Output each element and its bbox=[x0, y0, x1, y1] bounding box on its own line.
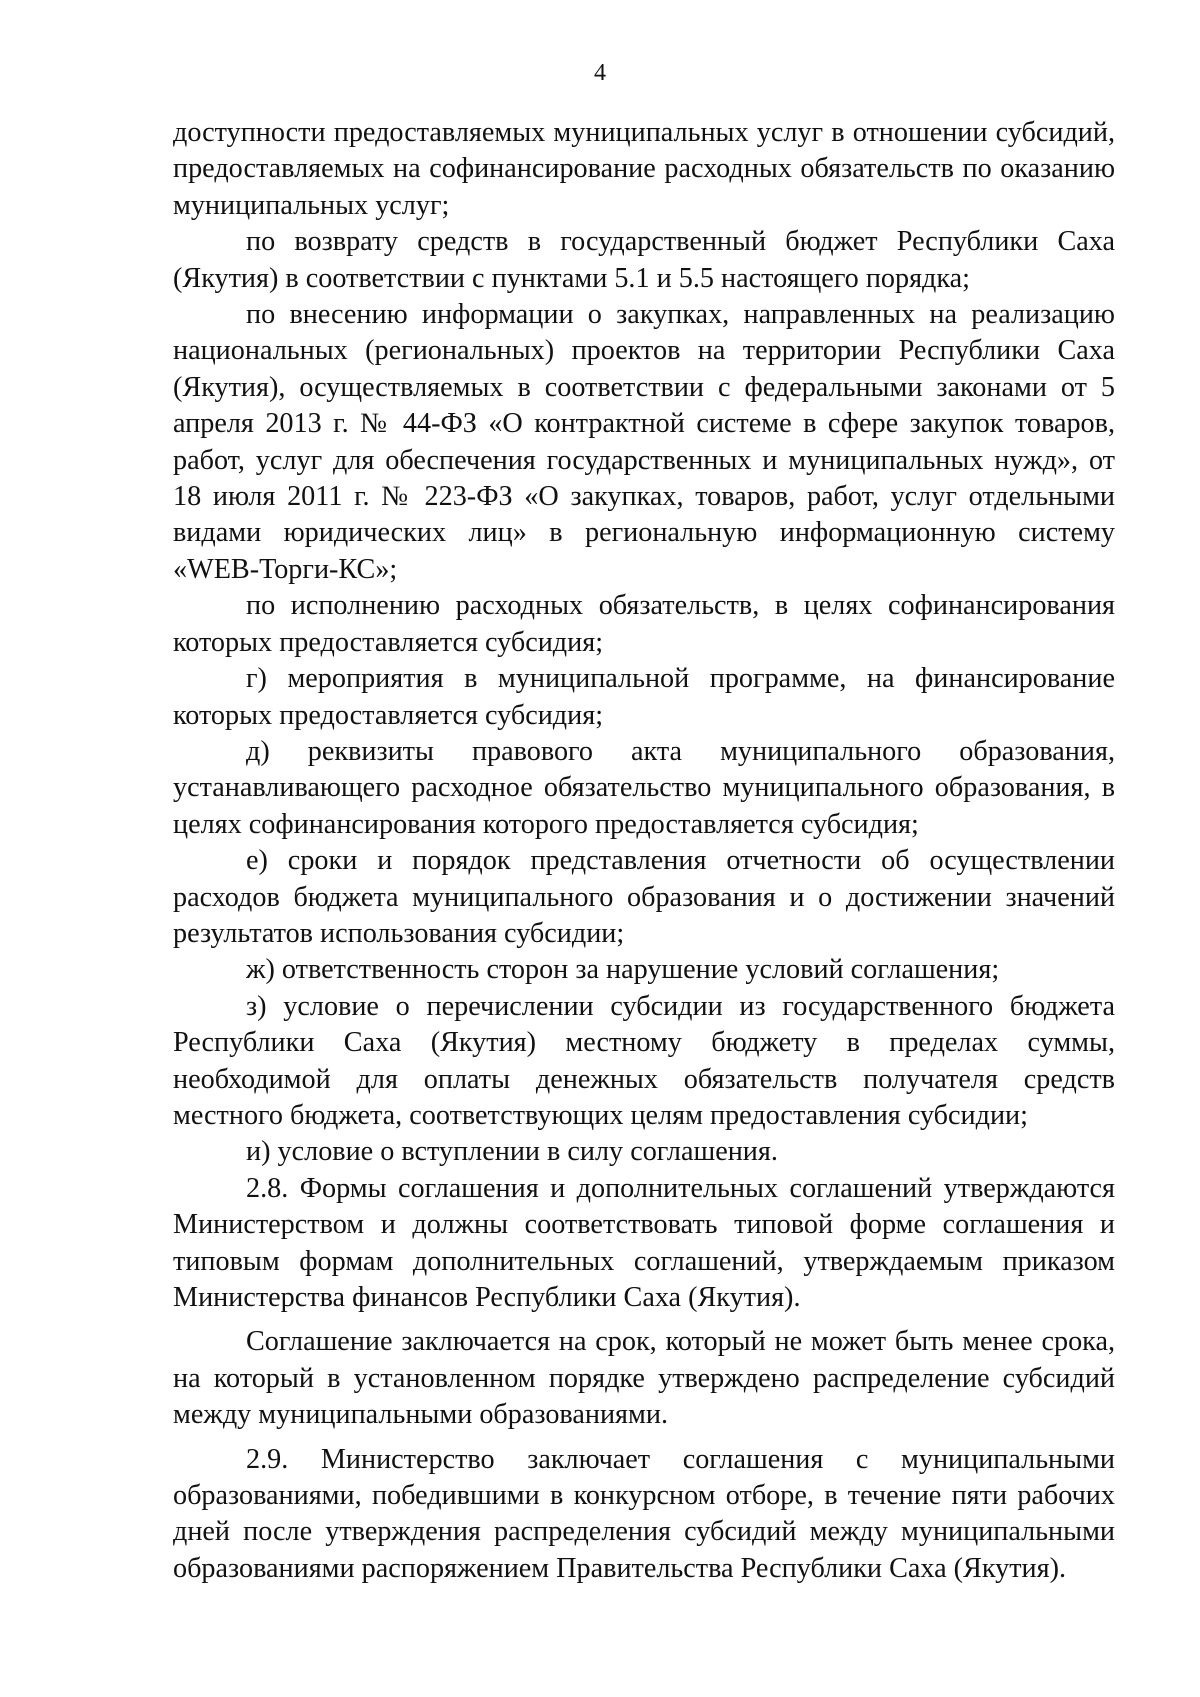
paragraph-section-2-8: 2.8. Формы соглашения и дополнительных соглашений утверждаются Министерством и должны соответствовать типовой форме соглашения и типовым формам дополнительных соглашений, утверждаемым приказом Министерства финансов Республики Саха (Якутия). bbox=[173, 1172, 1115, 1313]
paragraph-item-i: и) условие о вступлении в силу соглашения. bbox=[246, 1136, 778, 1168]
paragraph-item-g: г) мероприятия в муниципальной программе, на финансирование которых предоставляется субсидия; bbox=[173, 663, 1115, 731]
paragraph-agreement-term: Соглашение заключается на срок, который не может быть менее срока, на который в установленном порядке утверждено распределение субсидий между муниципальными образованиями. bbox=[173, 1326, 1115, 1431]
paragraph-expenditure-obligations: по исполнению расходных обязательств, в целях софинансирования которых предоставляется субсидия; bbox=[173, 590, 1115, 658]
paragraph-services-availability: доступности предоставляемых муниципальных услуг в отношении субсидий, предоставляемых на софинансирование расходных обязательств по оказанию муниципальных услуг; bbox=[173, 117, 1115, 221]
document-body bbox=[173, 115, 1115, 1587]
paragraph-item-zh: ж) ответственность сторон за нарушение условий соглашения; bbox=[246, 954, 1000, 986]
paragraph-funds-return: по возврату средств в государственный бюджет Республики Саха (Якутия) в соответствии с пунктами 5.1 и 5.5 настоящего порядка; bbox=[173, 226, 1115, 294]
paragraph-section-2-9: 2.9. Министерство заключает соглашения с муниципальными образованиями, победившими в конкурсном отборе, в течение пяти рабочих дней после утверждения распределения субсидий между муниципальными образованиями распоряжением Правительства Республики Саха (Якутия). bbox=[173, 1443, 1115, 1584]
paragraph-item-d: д) реквизиты правового акта муниципального образования, устанавливающего расходное обязательство муниципального образования, в целях софинансирования которого предоставляется субсидия; bbox=[173, 735, 1115, 840]
paragraph-item-e: е) сроки и порядок представления отчетности об осуществлении расходов бюджета муниципального образования и о достижении значений результатов использования субсидии; bbox=[173, 845, 1115, 949]
paragraph-item-z: з) условие о перечислении субсидии из государственного бюджета Республики Саха (Якутия) местному бюджету в пределах суммы, необходимой для оплаты денежных обязательств получателя средств местного бюджета, соответствующих целям предоставления субсидии; bbox=[173, 990, 1115, 1131]
paragraph-procurement-info: по внесению информации о закупках, направленных на реализацию национальных (региональных) проектов на территории Республики Саха (Якутия), осуществляемых в соответствии с федеральными законами от 5 апреля 2013 г. № 44-ФЗ «О контрактной системе в сфере закупок товаров, работ, услуг для обеспечения государственных и муниципальных нужд», от 18 июля 2011 г. № 223-ФЗ «О закупках, товаров, работ, услуг отдельными видами юридических лиц» в региональную информационную систему «WEB-Торги-КС»; bbox=[173, 299, 1115, 585]
page-number: 4 bbox=[594, 60, 606, 86]
